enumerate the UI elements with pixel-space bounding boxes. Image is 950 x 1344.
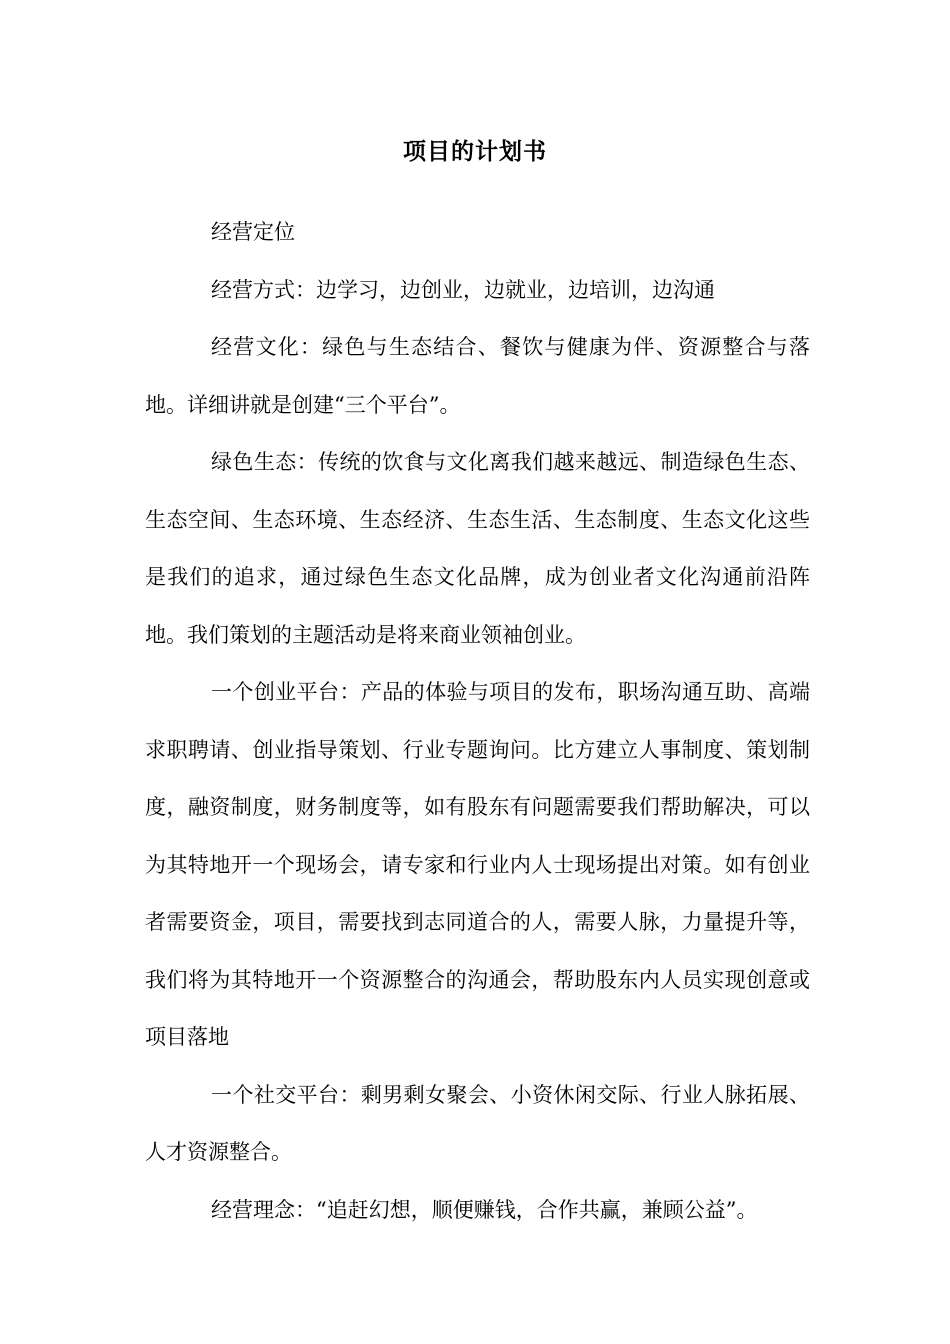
document-body — [145, 204, 810, 1239]
paragraph-social-platform: 一个社交平台：剩男剩女聚会、小资休闲交际、行业人脉拓展、人才资源整合。 — [145, 1082, 810, 1164]
paragraph-business-positioning: 经营定位 — [211, 220, 295, 244]
paragraph-business-mode: 经营方式：边学习，边创业，边就业，边培训，边沟通 — [211, 277, 715, 302]
paragraph-green-ecology: 绿色生态：传统的饮食与文化离我们越来越远、制造绿色生态、生态空间、生态环境、生态经济、生态生活、生态制度、生态文化这些是我们的追求，通过绿色生态文化品牌，成为创业者文化沟通前沿阵地。我们策划的主题活动是将来商业领袖创业。 — [145, 450, 810, 647]
paragraph-business-culture: 经营文化：绿色与生态结合、餐饮与健康为伴、资源整合与落地。详细讲就是创建“三个平台”。 — [145, 335, 810, 417]
document-title: 项目的计划书 — [403, 138, 547, 165]
paragraph-startup-platform: 一个创业平台：产品的体验与项目的发布，职场沟通互助、高端求职聘请、创业指导策划、行业专题询问。比方建立人事制度、策划制度，融资制度，财务制度等，如有股东有问题需要我们帮助解决，可以为其特地开一个现场会，请专家和行业内人士现场提出对策。如有创业者需要资金，项目，需要找到志同道合的人，需要人脉，力量提升等，我们将为其特地开一个资源整合的沟通会，帮助股东内人员实现创意或项目落地 — [145, 680, 810, 1049]
paragraph-business-philosophy: 经营理念：“追赶幻想，顺便赚钱，合作共赢，兼顾公益”。 — [211, 1197, 758, 1222]
